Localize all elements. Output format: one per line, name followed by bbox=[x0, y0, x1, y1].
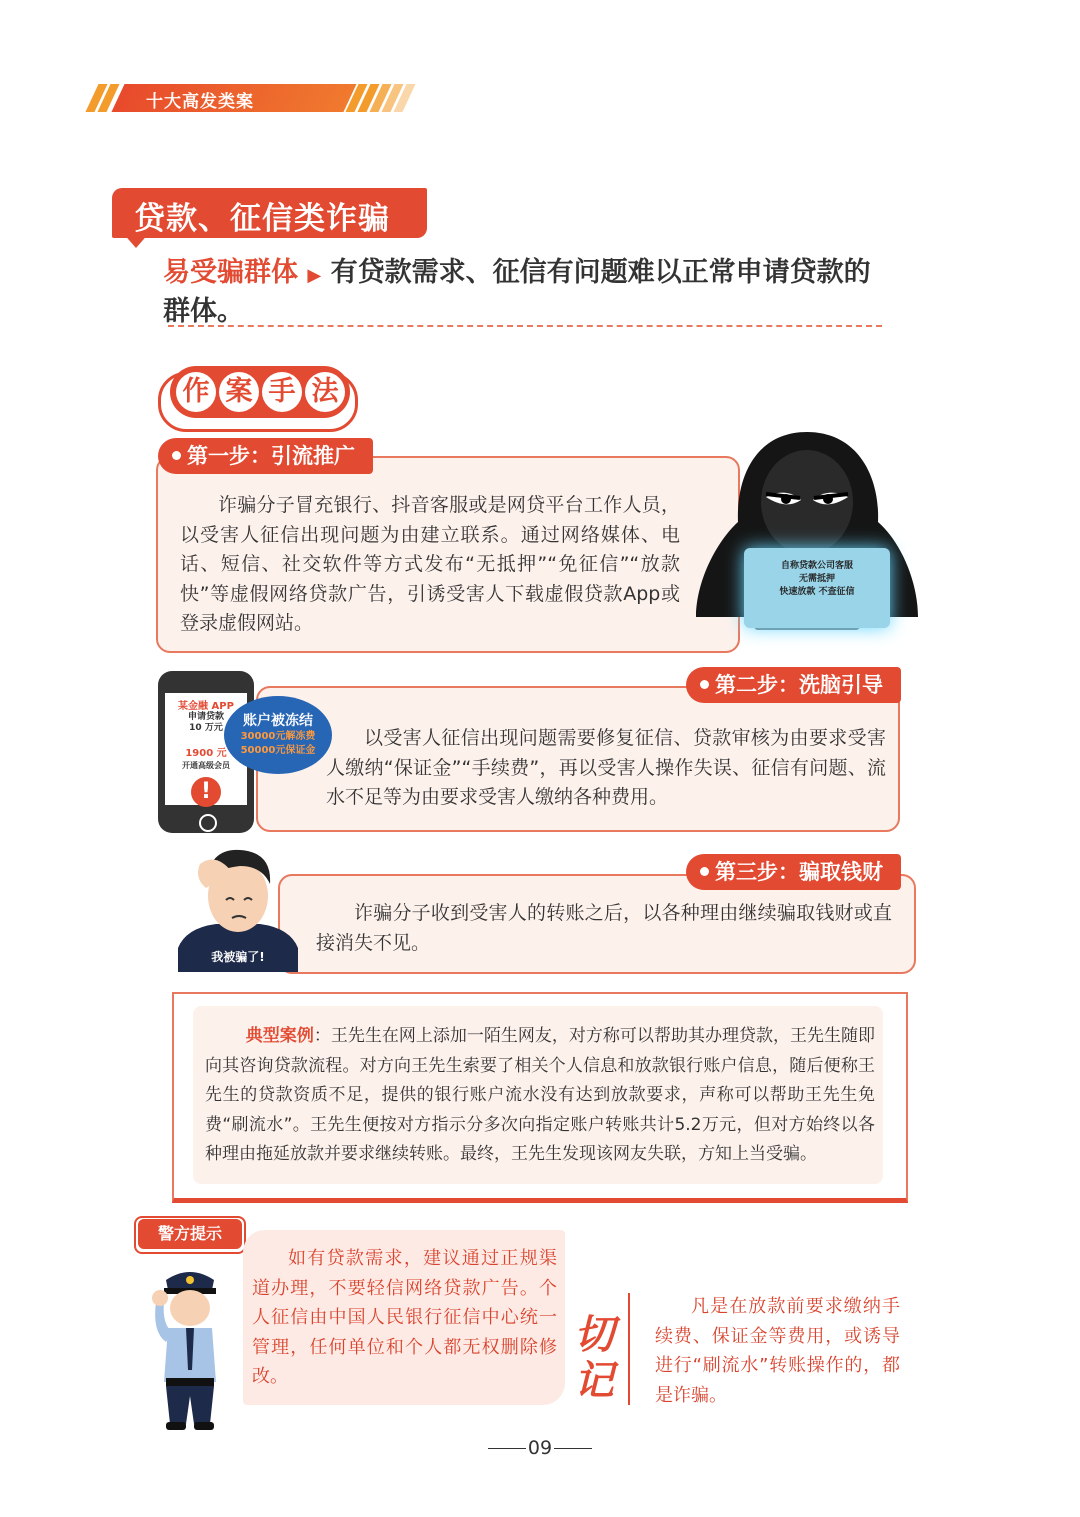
step3-label: 第三步：骗取钱财 bbox=[686, 854, 901, 890]
step2-text: 以受害人征信出现问题需要修复征信、贷款审核为由要求受害人缴纳“保证金”“手续费”，再以受害人操作失误、征信有问题、流水不足等为由要求受害人缴纳各种费用。 bbox=[326, 727, 886, 808]
remember-text: 凡是在放款前要求缴纳手续费、保证金等费用，或诱导进行“刷流水”转账操作的，都是诈骗。 bbox=[655, 1296, 900, 1406]
section-title: 贷款、征信类诈骗 bbox=[134, 201, 390, 237]
case-label: 典型案例 bbox=[245, 1026, 314, 1046]
dashed-divider bbox=[168, 325, 882, 327]
triangle-right-icon: ▶ bbox=[307, 265, 322, 286]
freeze-bubble: 账户被冻结 30000元解冻费 50000元保证金 bbox=[224, 696, 332, 774]
remember-label: 切 记 bbox=[574, 1311, 614, 1404]
case-text: 典型案例：王先生在网上添加一陌生网友，对方称可以帮助其办理贷款，王先生随即向其咨询贷款流程。对方向王先生索要了相关个人信息和放款银行账户信息，随后便称王先生的贷款资质不足，提供的银行账户流水没有达到放款要求，声称可以帮助王先生免费“刷流水”。王先生便按对方指示分多次向指定账户转账共计5.2万元，但对方始终以各种理由拖延放款并要求继续转账。最终，王先生发现该网友失联，方知上当受骗。 bbox=[205, 1026, 876, 1164]
victim-group-label: 易受骗群体 bbox=[163, 257, 298, 288]
step1-text: 诈骗分子冒充银行、抖音客服或是网贷平台工作人员，以受害人征信出现问题为由建立联系。通过网络媒体、电话、短信、社交软件等方式发布“无抵押”“免征信”“放款快”等虚假网络贷款广告，引诱受害人下载虚假贷款App或登录虚假网站。 bbox=[180, 494, 680, 634]
victim-group bbox=[163, 255, 893, 330]
page-number: 09 bbox=[0, 1437, 1080, 1459]
victim-caption: 我被骗了! bbox=[211, 950, 265, 964]
phone-home-button bbox=[199, 814, 217, 832]
header-category: 十大高发类案 bbox=[146, 92, 254, 112]
remember-divider bbox=[628, 1293, 630, 1405]
phone-screen: 某金融 APP 申请贷款 10 万元 1900 元 开通高级会员 ! bbox=[165, 693, 247, 805]
victim-group-text: 有贷款需求、征信有问题难以正常申请贷款的群体。 bbox=[163, 257, 871, 327]
method-char: 案 bbox=[219, 372, 259, 412]
method-char: 作 bbox=[176, 372, 216, 412]
step2-label: 第二步：洗脑引导 bbox=[686, 667, 901, 703]
method-char: 法 bbox=[305, 372, 345, 412]
police-officer-illustration bbox=[150, 1262, 230, 1434]
police-tip-text: 如有贷款需求，建议通过正规渠道办理，不要轻信网络贷款广告。个人征信由中国人民银行征信中心统一管理，任何单位和个人都无权删除修改。 bbox=[252, 1248, 557, 1387]
step1-label: 第一步：引流推广 bbox=[158, 438, 373, 474]
police-tip-tag: 警方提示 bbox=[138, 1219, 242, 1249]
step3-text: 诈骗分子收到受害人的转账之后，以各种理由继续骗取钱财或直接消失不见。 bbox=[316, 902, 892, 954]
method-char: 手 bbox=[262, 372, 302, 412]
hacker-screen-text: 自称贷款公司客服 无需抵押 快速放款 不查征信 bbox=[779, 561, 855, 597]
alert-icon: ! bbox=[191, 777, 221, 807]
